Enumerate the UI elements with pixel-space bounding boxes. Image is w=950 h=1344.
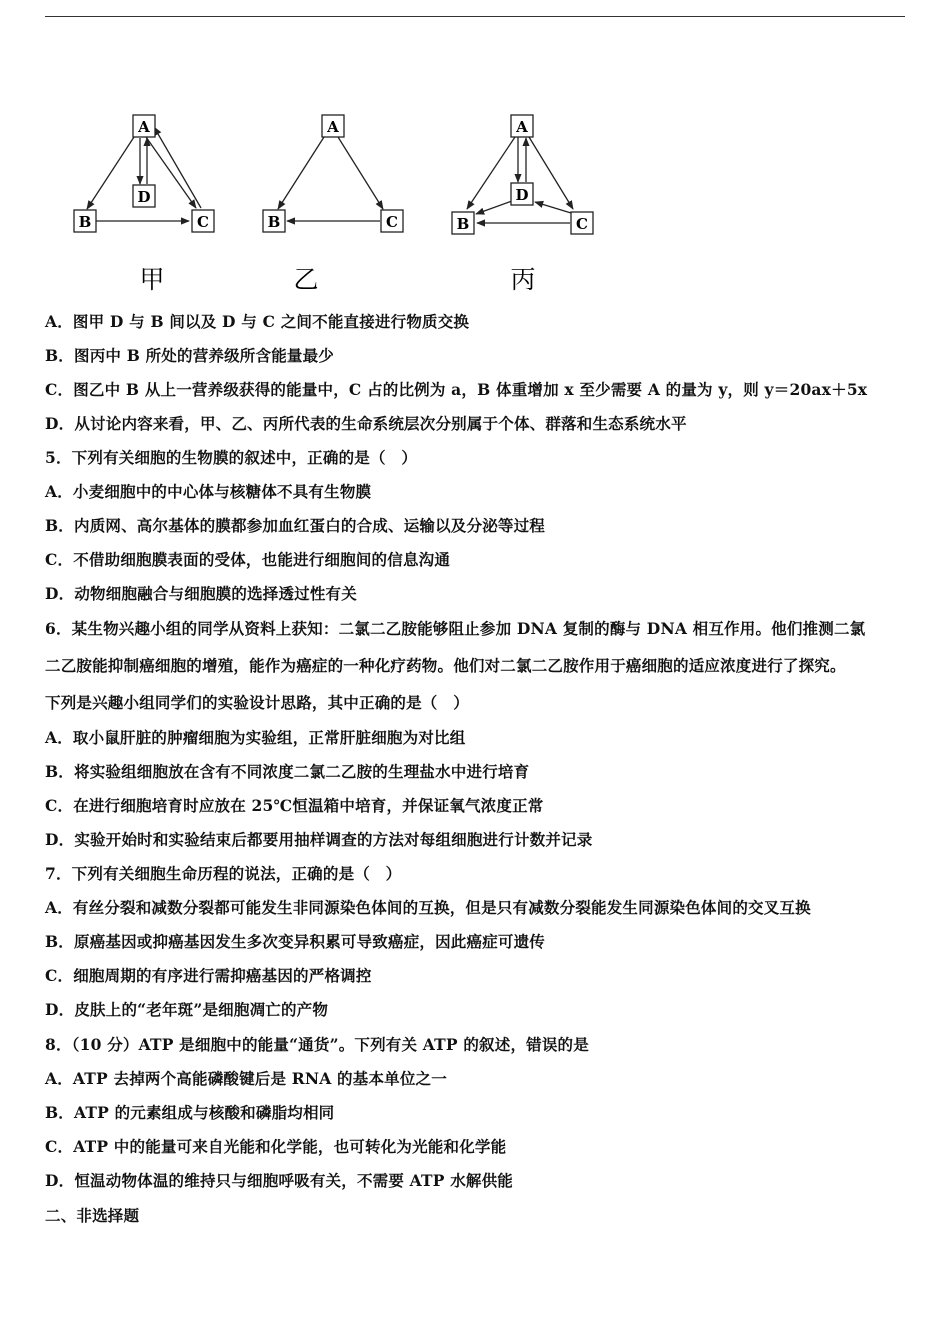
diagram-bing-labels [457,118,588,294]
option-a-q6: A．取小鼠肝脏的肿瘤细胞为实验组，正常肝脏细胞为对比组 [45,728,466,747]
option-a-q8: A．ATP 去掉两个高能磷酸键后是 RNA 的基本单位之一 [45,1069,447,1088]
question-6-line-2: 二乙胺能抑制癌细胞的增殖，能作为癌症的一种化疗药物。他们对二氯二乙胺作用于癌细胞的适应浓度进行了探究。 [45,656,846,675]
node-label: B [78,213,92,231]
diagram-caption: 丙 [510,265,536,294]
option-a-q4: A．图甲 D 与 B 间以及 D 与 C 之间不能直接进行物质交换 [45,312,470,331]
option-b-q4: B．图丙中 B 所处的营养级所含能量最少 [45,346,334,365]
option-b-q5: B．内质网、高尔基体的膜都参加血红蛋白的合成、运输以及分泌等过程 [45,516,546,535]
section-heading: 二、非选择题 [45,1206,140,1225]
question-8: 8．（10 分）ATP 是细胞中的能量“通货”。下列有关 ATP 的叙述，错误的是 [45,1035,589,1054]
option-b-q8: B．ATP 的元素组成与核酸和磷脂均相同 [45,1103,335,1122]
option-a-q5: A．小麦细胞中的中心体与核糖体不具有生物膜 [45,482,372,501]
node-label: A [327,118,339,136]
question-5: 5．下列有关细胞的生物膜的叙述中，正确的是（ ） [45,448,418,467]
option-c-q4: C．图乙中 B 从上一营养级获得的能量中，C 占的比例为 a，B 体重增加 x 至少需要 A 的量为 y，则 y＝20ax＋5x [45,380,868,399]
option-d-q6: D．实验开始时和实验结束后都要用抽样调查的方法对每组细胞进行计数并记录 [45,830,593,849]
option-c-q5: C．不借助细胞膜表面的受体，也能进行细胞间的信息沟通 [45,550,451,569]
option-c-q8: C．ATP 中的能量可来自光能和化学能，也可转化为光能和化学能 [45,1137,507,1156]
option-c-q7: C．细胞周期的有序进行需抑癌基因的严格调控 [45,966,372,985]
food-web-figure [60,105,620,305]
option-d-q7: D．皮肤上的“老年斑”是细胞凋亡的产物 [45,1000,329,1019]
node-label: C [386,213,398,231]
diagram-caption: 甲 [139,265,165,294]
node-label: A [516,118,528,136]
diagram-yi-labels [268,118,398,294]
node-label: A [138,118,150,136]
question-6-line-3: 下列是兴趣小组同学们的实验设计思路，其中正确的是（ ） [45,693,469,712]
option-d-q4: D．从讨论内容来看，甲、乙、丙所代表的生命系统层次分别属于个体、群落和生态系统水平 [45,414,687,433]
option-c-q6: C．在进行细胞培育时应放在 25℃恒温箱中培育，并保证氧气浓度正常 [45,796,544,815]
node-label: C [576,215,588,233]
option-d-q8: D．恒温动物体温的维持只与细胞呼吸有关，不需要 ATP 水解供能 [45,1171,514,1190]
question-7: 7．下列有关细胞生命历程的说法，正确的是（ ） [45,864,402,883]
diagram-caption: 乙 [293,265,319,294]
header-rule [45,16,905,17]
node-label: B [267,213,281,231]
node-label: D [137,188,151,206]
option-a-q7: A．有丝分裂和减数分裂都可能发生非同源染色体间的互换，但是只有减数分裂能发生同源染色体间的交叉互换 [45,898,811,917]
option-d-q5: D．动物细胞融合与细胞膜的选择透过性有关 [45,584,357,603]
food-web-diagrams [60,105,620,305]
option-b-q7: B．原癌基因或抑癌基因发生多次变异积累可导致癌症，因此癌症可遗传 [45,932,546,951]
question-6-line-1: 6．某生物兴趣小组的同学从资料上获知：二氯二乙胺能够阻止参加 DNA 复制的酶与 DNA 相互作用。他们推测二氯 [45,619,866,638]
node-label: B [456,215,470,233]
node-label: D [515,186,529,204]
option-b-q6: B．将实验组细胞放在含有不同浓度二氯二乙胺的生理盐水中进行培育 [45,762,530,781]
node-label: C [197,213,209,231]
